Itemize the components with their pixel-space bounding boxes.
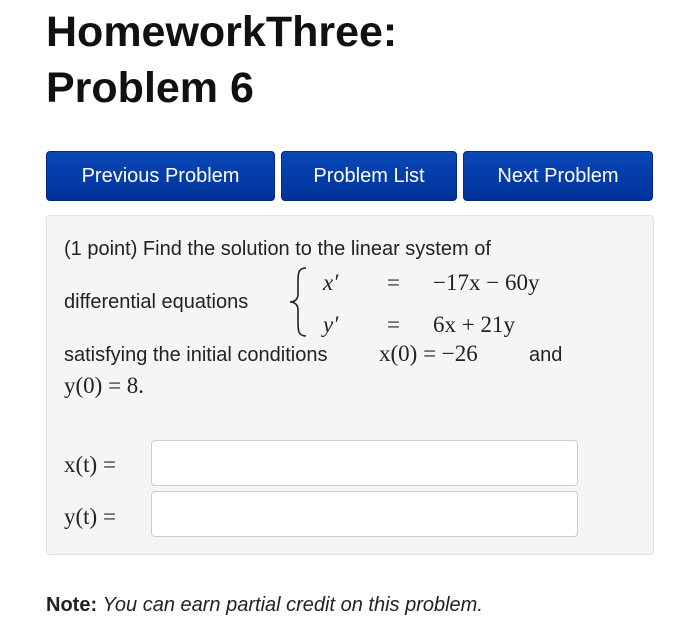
problem-body — [46, 215, 654, 555]
page-title-line1: HomeworkThree: — [46, 8, 398, 56]
system-row2-lhs: y′ — [323, 312, 339, 337]
system-row1-lhs: x′ — [323, 270, 339, 295]
note-label: Note: — [46, 594, 98, 616]
system-row1-eq: = — [387, 270, 400, 295]
problem-text-and: and — [529, 344, 563, 366]
answer-y-input[interactable] — [151, 491, 578, 537]
next-problem-button[interactable]: Next Problem — [463, 151, 653, 201]
system-row2-rhs: 6x + 21y — [433, 312, 515, 337]
system-row1-rhs: −17x − 60y — [433, 270, 540, 295]
left-brace-icon — [287, 266, 309, 338]
page-title-line2: Problem 6 — [46, 64, 254, 112]
system-row2-eq: = — [387, 312, 400, 337]
problem-text-line2: differential equations — [64, 291, 249, 313]
problem-text-line1: (1 point) Find the solution to the linear system of — [64, 238, 491, 260]
answer-x-label: x(t) = — [64, 452, 116, 477]
problem-text-line3: satisfying the initial conditions — [64, 344, 328, 366]
problem-list-button[interactable]: Problem List — [281, 151, 457, 201]
page-title — [46, 4, 666, 116]
partial-credit-note — [46, 594, 483, 617]
initial-condition-y: y(0) = 8. — [64, 373, 145, 398]
initial-condition-x: x(0) = −26 — [379, 341, 478, 366]
problem-navigation — [46, 151, 653, 201]
answer-x-input[interactable] — [151, 440, 578, 486]
note-text: You can earn partial credit on this problem. — [102, 594, 483, 616]
previous-problem-button[interactable]: Previous Problem — [46, 151, 275, 201]
answer-y-label: y(t) = — [64, 504, 116, 529]
